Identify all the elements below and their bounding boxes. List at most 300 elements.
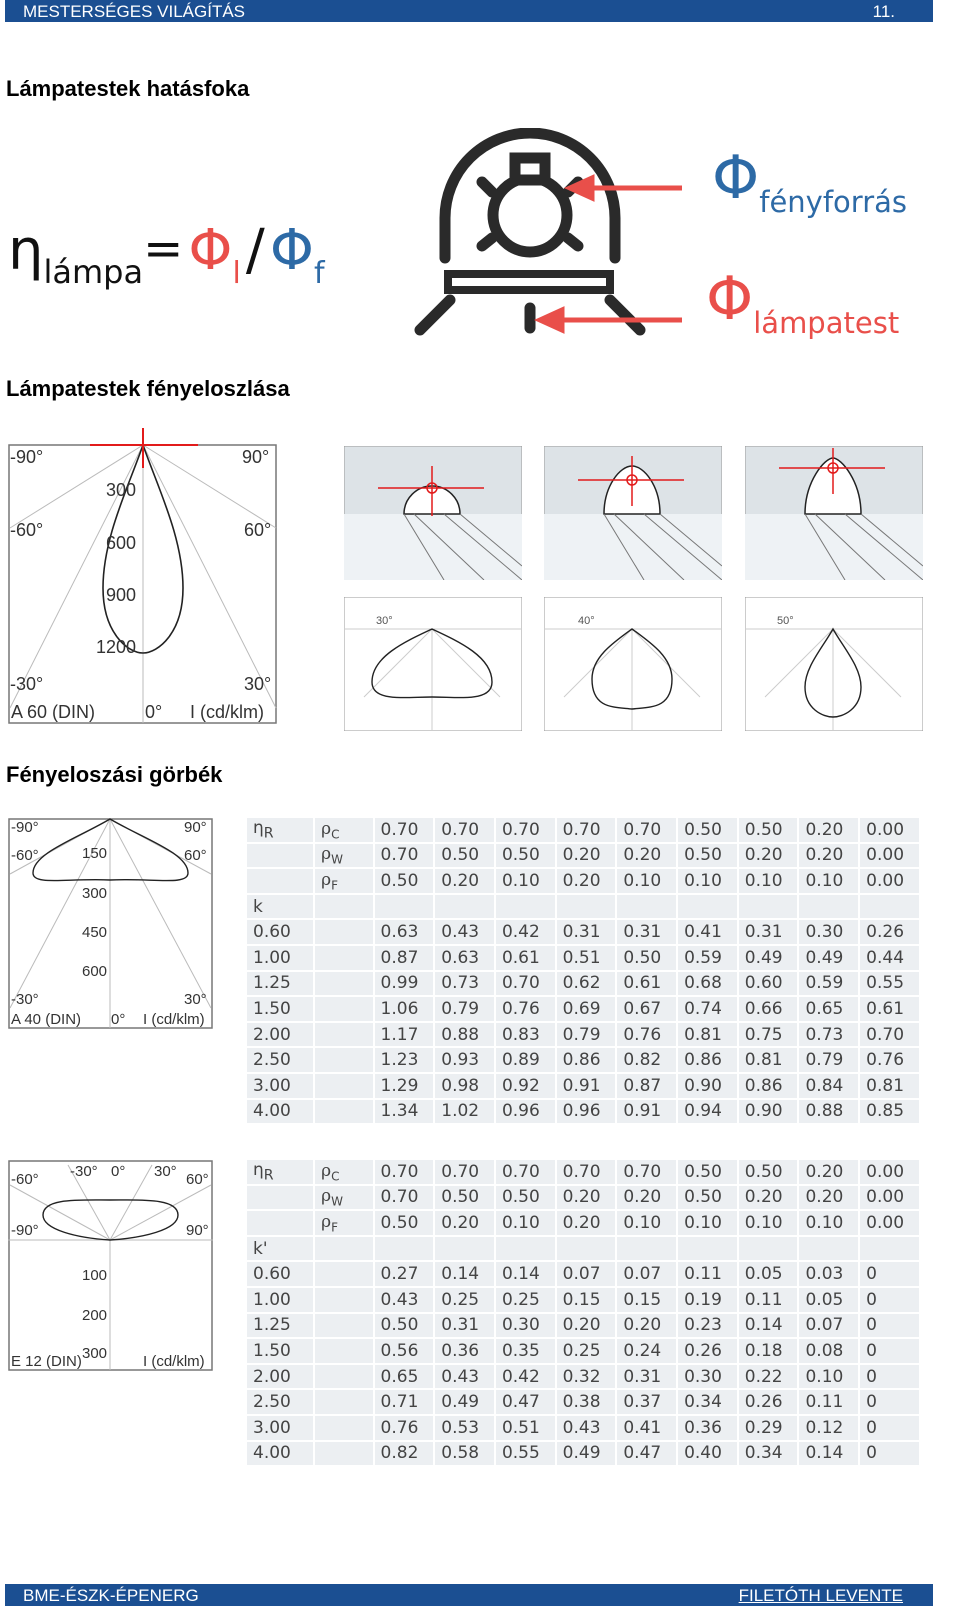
table-cell: 0.70 (616, 817, 677, 843)
phi-l-subscript: l (232, 256, 241, 291)
table-row (246, 1073, 920, 1099)
efficiency-formula (8, 218, 325, 291)
table-cell: 0.23 (677, 1313, 738, 1339)
rho-symbol: ρ (321, 818, 332, 839)
table-cell: 0.24 (616, 1338, 677, 1364)
rho-label (314, 1210, 373, 1236)
rho-label (314, 817, 373, 843)
rho-row (246, 868, 920, 894)
table-cell: 0.61 (495, 945, 556, 971)
table-cell-empty (434, 1236, 495, 1262)
table-cell: 0.15 (556, 1287, 617, 1313)
page-number: 11. (872, 2, 895, 21)
table-cell: 0.08 (798, 1338, 859, 1364)
table-cell: 0 (859, 1415, 920, 1441)
table-cell-empty (314, 1441, 373, 1467)
table-cell: 0.00 (859, 868, 920, 894)
table-cell: 0.75 (738, 1022, 799, 1048)
table-cell: 0.73 (434, 971, 495, 997)
table-cell: 0.10 (738, 1210, 799, 1236)
table-cell: 0.70 (374, 1159, 435, 1185)
eta-cell (246, 1185, 314, 1211)
value-label: 300 (82, 1345, 108, 1362)
rho-subscript: F (331, 1220, 338, 1235)
table-cell: 1.34 (374, 1099, 435, 1125)
table-row (246, 1441, 920, 1467)
table-cell: 0.66 (738, 996, 799, 1022)
table-cell: 0.90 (738, 1099, 799, 1125)
table-cell: 0.20 (798, 1159, 859, 1185)
k-value: 4.00 (246, 1441, 314, 1467)
angle-label: 0° (111, 1011, 126, 1028)
table-cell: 0.50 (434, 843, 495, 869)
table-cell: 0.05 (798, 1287, 859, 1313)
table-cell: 0.42 (495, 1364, 556, 1390)
table-cell: 0.30 (495, 1313, 556, 1339)
angle-label: 40° (578, 615, 595, 627)
table-cell: 0.83 (495, 1022, 556, 1048)
k-label-row (246, 894, 920, 920)
table-cell: 0 (859, 1338, 920, 1364)
table-cell: 0.70 (556, 817, 617, 843)
table-cell: 0.20 (616, 1185, 677, 1211)
table-cell-empty (434, 894, 495, 920)
diagram-caption: A 40 (DIN) (11, 1011, 82, 1028)
table-cell-empty (314, 1099, 373, 1125)
table-cell: 0.31 (434, 1313, 495, 1339)
table-cell: 0.63 (434, 945, 495, 971)
table-row (246, 919, 920, 945)
table-cell: 0.20 (556, 1313, 617, 1339)
table-cell-empty (314, 1022, 373, 1048)
luminaire-section-30 (344, 446, 522, 580)
table-cell-empty (314, 1364, 373, 1390)
value-label: 600 (106, 533, 137, 553)
table-cell: 0.12 (798, 1415, 859, 1441)
distribution-curve-40 (544, 597, 722, 731)
value-label: 300 (106, 480, 137, 500)
table-cell: 0.20 (434, 868, 495, 894)
rho-symbol: ρ (321, 1211, 332, 1232)
light-source-subscript: fényforrás (759, 185, 907, 219)
table-cell: 0.50 (374, 1210, 435, 1236)
table-cell: 0.34 (677, 1389, 738, 1415)
table-cell-empty (314, 1047, 373, 1073)
table-cell: 0 (859, 1389, 920, 1415)
k-value: 1.25 (246, 971, 314, 997)
table-cell: 0.76 (859, 1047, 920, 1073)
table-cell: 0.47 (495, 1389, 556, 1415)
angle-label: -90° (10, 447, 44, 467)
table-cell: 0.87 (374, 945, 435, 971)
table-cell: 0.20 (616, 1313, 677, 1339)
table-cell: 0.61 (616, 971, 677, 997)
table-cell: 0.10 (495, 1210, 556, 1236)
table-cell-empty (495, 894, 556, 920)
table-row (246, 945, 920, 971)
table-cell: 0.11 (677, 1261, 738, 1287)
table-cell: 0.87 (616, 1073, 677, 1099)
phi-luminaire-symbol: Φ (706, 264, 754, 334)
table-cell: 0.67 (616, 996, 677, 1022)
table-cell: 0.20 (798, 843, 859, 869)
table-cell: 0.79 (434, 996, 495, 1022)
table-cell-empty (314, 996, 373, 1022)
table-cell: 0.99 (374, 971, 435, 997)
distribution-curve-30 (344, 597, 522, 731)
table-cell-empty (556, 894, 617, 920)
table-cell: 0.20 (556, 1210, 617, 1236)
rho-subscript: C (331, 1168, 340, 1183)
table-cell: 0.10 (616, 868, 677, 894)
table-cell: 0.79 (556, 1022, 617, 1048)
table-cell: 0.07 (798, 1313, 859, 1339)
table-cell: 1.02 (434, 1099, 495, 1125)
rho-row (246, 1210, 920, 1236)
table-cell: 0.94 (677, 1099, 738, 1125)
table-cell: 0.43 (434, 1364, 495, 1390)
angle-label: 90° (186, 1222, 209, 1239)
table-row (246, 1338, 920, 1364)
rho-row (246, 843, 920, 869)
table-cell: 0.18 (738, 1338, 799, 1364)
table-cell: 0.65 (374, 1364, 435, 1390)
table-cell: 0.40 (677, 1441, 738, 1467)
angle-label: -90° (11, 819, 39, 836)
table-cell: 0.62 (556, 971, 617, 997)
k-label: k (246, 894, 314, 920)
table-cell: 1.17 (374, 1022, 435, 1048)
table-cell: 0.10 (798, 868, 859, 894)
table-cell-empty (314, 1415, 373, 1441)
table-cell: 0.63 (374, 919, 435, 945)
table-cell: 0.26 (677, 1338, 738, 1364)
angle-label: -60° (11, 1171, 39, 1188)
table-cell: 0.00 (859, 1210, 920, 1236)
table-row (246, 1415, 920, 1441)
table-cell-empty (677, 1236, 738, 1262)
table-cell: 0.81 (738, 1047, 799, 1073)
table-row (246, 996, 920, 1022)
label-luminaire (706, 264, 900, 340)
table-cell-empty (314, 919, 373, 945)
table-cell-empty (616, 894, 677, 920)
table-cell: 0.50 (677, 817, 738, 843)
table-cell: 0.88 (798, 1099, 859, 1125)
table-cell: 0.50 (738, 817, 799, 843)
table-cell: 0.20 (616, 843, 677, 869)
k-value: 2.50 (246, 1389, 314, 1415)
angle-label: 60° (244, 520, 272, 540)
polar-diagram-a60 (8, 428, 278, 725)
rho-subscript: W (331, 1194, 343, 1209)
luminaire-icon (410, 128, 700, 343)
table-cell: 0.70 (495, 971, 556, 997)
table-cell: 0.36 (434, 1338, 495, 1364)
eta-cell (246, 868, 314, 894)
table-cell: 0.58 (434, 1441, 495, 1467)
table-cell: 0.70 (374, 817, 435, 843)
table-cell: 0 (859, 1287, 920, 1313)
table-cell: 0.71 (374, 1389, 435, 1415)
table-cell: 0.49 (556, 1441, 617, 1467)
angle-label: 50° (777, 615, 794, 627)
unit-caption: I (cd/klm) (143, 1011, 205, 1028)
table-cell: 0.69 (556, 996, 617, 1022)
table-cell: 1.06 (374, 996, 435, 1022)
angle-label: -30° (70, 1163, 98, 1180)
table-cell: 0.65 (798, 996, 859, 1022)
table-cell: 0.20 (738, 843, 799, 869)
table-cell: 0.50 (374, 1313, 435, 1339)
table-cell: 0.70 (434, 1159, 495, 1185)
rho-subscript: C (331, 826, 340, 841)
k-value: 2.50 (246, 1047, 314, 1073)
table-cell: 0.70 (374, 1185, 435, 1211)
angle-label: 60° (184, 847, 207, 864)
k-value: 2.00 (246, 1364, 314, 1390)
table-cell: 0.86 (738, 1073, 799, 1099)
table-cell: 0.31 (616, 1364, 677, 1390)
table-cell: 0.41 (677, 919, 738, 945)
table-cell: 0.86 (677, 1047, 738, 1073)
table-cell: 0.88 (434, 1022, 495, 1048)
table-cell: 0.70 (616, 1159, 677, 1185)
table-cell: 0.43 (374, 1287, 435, 1313)
table-row (246, 1047, 920, 1073)
table-cell: 0.14 (738, 1313, 799, 1339)
table-cell: 0.22 (738, 1364, 799, 1390)
coefficient-table-1 (245, 816, 921, 1125)
table-cell: 0.20 (798, 1185, 859, 1211)
table-cell-empty (314, 1389, 373, 1415)
value-label: 100 (82, 1267, 108, 1284)
luminaire-section-40 (544, 446, 722, 580)
table-cell: 0.56 (374, 1338, 435, 1364)
value-label: 900 (106, 585, 137, 605)
table-cell: 0.10 (616, 1210, 677, 1236)
table-cell: 0.50 (677, 1159, 738, 1185)
table-cell: 0.20 (798, 817, 859, 843)
table-cell: 0.25 (556, 1338, 617, 1364)
eta-label: η (253, 818, 264, 839)
table-row (246, 1364, 920, 1390)
rho-row (246, 1185, 920, 1211)
table-cell: 0.50 (495, 1185, 556, 1211)
table-cell: 0.42 (495, 919, 556, 945)
table-cell: 0.10 (798, 1364, 859, 1390)
table-cell: 0.86 (556, 1047, 617, 1073)
table-cell: 0 (859, 1364, 920, 1390)
table-cell: 0.32 (556, 1364, 617, 1390)
section-title-efficiency: Lámpatestek hatásfoka (6, 76, 250, 101)
table-cell: 0.10 (677, 1210, 738, 1236)
phi-l-symbol: Φ (188, 218, 233, 283)
table-cell: 0.59 (677, 945, 738, 971)
table-cell: 0.68 (677, 971, 738, 997)
k-value: 0.60 (246, 919, 314, 945)
eta-symbol: η (8, 218, 44, 283)
page-header (5, 0, 933, 22)
table-cell: 1.29 (374, 1073, 435, 1099)
table-row (246, 1022, 920, 1048)
table-cell: 0.91 (556, 1073, 617, 1099)
table-cell-empty (314, 894, 373, 920)
rho-symbol: ρ (321, 1186, 332, 1207)
equals-sign: = (143, 221, 184, 277)
table-cell: 0.11 (798, 1389, 859, 1415)
rho-label (314, 868, 373, 894)
table-cell: 0.43 (556, 1415, 617, 1441)
table-cell: 0.98 (434, 1073, 495, 1099)
k-value: 1.00 (246, 945, 314, 971)
table-cell: 0 (859, 1261, 920, 1287)
rho-label (314, 1159, 373, 1185)
table-cell: 0.93 (434, 1047, 495, 1073)
table-cell: 0.81 (677, 1022, 738, 1048)
table-cell: 0.10 (798, 1210, 859, 1236)
table-cell: 0.37 (616, 1389, 677, 1415)
table-cell-empty (374, 1236, 435, 1262)
table-cell: 0.73 (798, 1022, 859, 1048)
angle-label: 0° (145, 702, 163, 722)
table-cell: 0.53 (434, 1415, 495, 1441)
table-cell: 0.26 (738, 1389, 799, 1415)
angle-label: -30° (11, 991, 39, 1008)
table-cell: 0.76 (616, 1022, 677, 1048)
rho-symbol: ρ (321, 1160, 332, 1181)
table-cell-empty (314, 1287, 373, 1313)
phi-f-subscript: f (313, 256, 325, 291)
angle-label: 90° (184, 819, 207, 836)
table-cell: 0.55 (859, 971, 920, 997)
table-cell-empty (616, 1236, 677, 1262)
table-cell-empty (314, 945, 373, 971)
table-cell: 0.50 (677, 1185, 738, 1211)
table-cell: 0.79 (798, 1047, 859, 1073)
polar-diagram-a40 (8, 818, 213, 1030)
table-cell: 0.34 (738, 1441, 799, 1467)
k-label: k' (246, 1236, 314, 1262)
table-cell: 0.14 (434, 1261, 495, 1287)
table-cell: 0.25 (495, 1287, 556, 1313)
angle-label: 30° (154, 1163, 177, 1180)
eta-cell (246, 843, 314, 869)
table-cell: 0.14 (798, 1441, 859, 1467)
table-cell: 0.29 (738, 1415, 799, 1441)
table-cell: 0.44 (859, 945, 920, 971)
table-cell: 0.10 (738, 868, 799, 894)
table-cell-empty (314, 1338, 373, 1364)
table-cell: 0.51 (495, 1415, 556, 1441)
table-cell: 0.50 (434, 1185, 495, 1211)
table-cell: 0.82 (374, 1441, 435, 1467)
table-cell: 0.51 (556, 945, 617, 971)
angle-label: -60° (10, 520, 44, 540)
table-cell: 0.84 (798, 1073, 859, 1099)
table-cell: 0.74 (677, 996, 738, 1022)
phi-f-symbol: Φ (269, 218, 314, 283)
table-cell: 0.76 (374, 1415, 435, 1441)
table-cell: 0.00 (859, 1185, 920, 1211)
table-cell: 0.50 (495, 843, 556, 869)
table-cell: 0.96 (495, 1099, 556, 1125)
angle-label: 60° (186, 1171, 209, 1188)
table-cell: 0.00 (859, 817, 920, 843)
table-cell: 0.49 (798, 945, 859, 971)
phi-light-source-symbol: Φ (712, 143, 760, 213)
table-cell-empty (677, 894, 738, 920)
unit-caption: I (cd/klm) (143, 1353, 205, 1370)
k-value: 1.00 (246, 1287, 314, 1313)
label-light-source (712, 143, 907, 219)
footer-institution: BME-ÉSZK-ÉPENERG (23, 1586, 199, 1605)
value-label: 300 (82, 885, 108, 902)
table-cell: 0.43 (434, 919, 495, 945)
luminaire-section-50 (745, 446, 923, 580)
eta-subscript: R (263, 1167, 274, 1184)
k-value: 0.60 (246, 1261, 314, 1287)
table-cell: 0.55 (495, 1441, 556, 1467)
table-cell: 0.20 (556, 843, 617, 869)
table-cell: 0.15 (616, 1287, 677, 1313)
table-cell: 0.19 (677, 1287, 738, 1313)
rho-row (246, 817, 920, 843)
table-row (246, 971, 920, 997)
table-cell: 0.49 (738, 945, 799, 971)
angle-label: -60° (11, 847, 39, 864)
table-cell-empty (314, 1313, 373, 1339)
k-label-row (246, 1236, 920, 1262)
table-cell: 0.31 (616, 919, 677, 945)
table-cell: 0.30 (677, 1364, 738, 1390)
k-value: 3.00 (246, 1415, 314, 1441)
rho-label (314, 843, 373, 869)
table-cell: 0.20 (556, 1185, 617, 1211)
table-cell-empty (374, 894, 435, 920)
table-cell: 0.36 (677, 1415, 738, 1441)
k-value: 1.50 (246, 1338, 314, 1364)
table-cell: 0.50 (374, 868, 435, 894)
table-cell: 0.20 (434, 1210, 495, 1236)
table-cell: 0.14 (495, 1261, 556, 1287)
table-cell: 0.81 (859, 1073, 920, 1099)
table-cell: 0.25 (434, 1287, 495, 1313)
table-cell-empty (859, 894, 920, 920)
rho-label (314, 1185, 373, 1211)
unit-caption: I (cd/klm) (190, 702, 264, 722)
table-cell: 0.90 (677, 1073, 738, 1099)
angle-label: 30° (184, 991, 207, 1008)
table-row (246, 1099, 920, 1125)
eta-label: η (253, 1160, 264, 1181)
eta-cell (246, 1210, 314, 1236)
polar-diagram-e12 (8, 1160, 213, 1372)
rho-subscript: W (331, 852, 343, 867)
table-cell: 0.07 (556, 1261, 617, 1287)
table-cell: 0.31 (738, 919, 799, 945)
diagram-caption: E 12 (DIN) (11, 1353, 82, 1370)
table-cell-empty (798, 894, 859, 920)
eta-subscript: R (263, 825, 274, 842)
table-cell: 0.30 (798, 919, 859, 945)
distribution-curve-50 (745, 597, 923, 731)
table-cell: 0.11 (738, 1287, 799, 1313)
angle-label: 0° (111, 1163, 126, 1180)
table-cell: 0.50 (616, 945, 677, 971)
footer-author-link[interactable]: FILETÓTH LEVENTE (738, 1586, 903, 1605)
diagram-caption: A 60 (DIN) (11, 702, 96, 722)
